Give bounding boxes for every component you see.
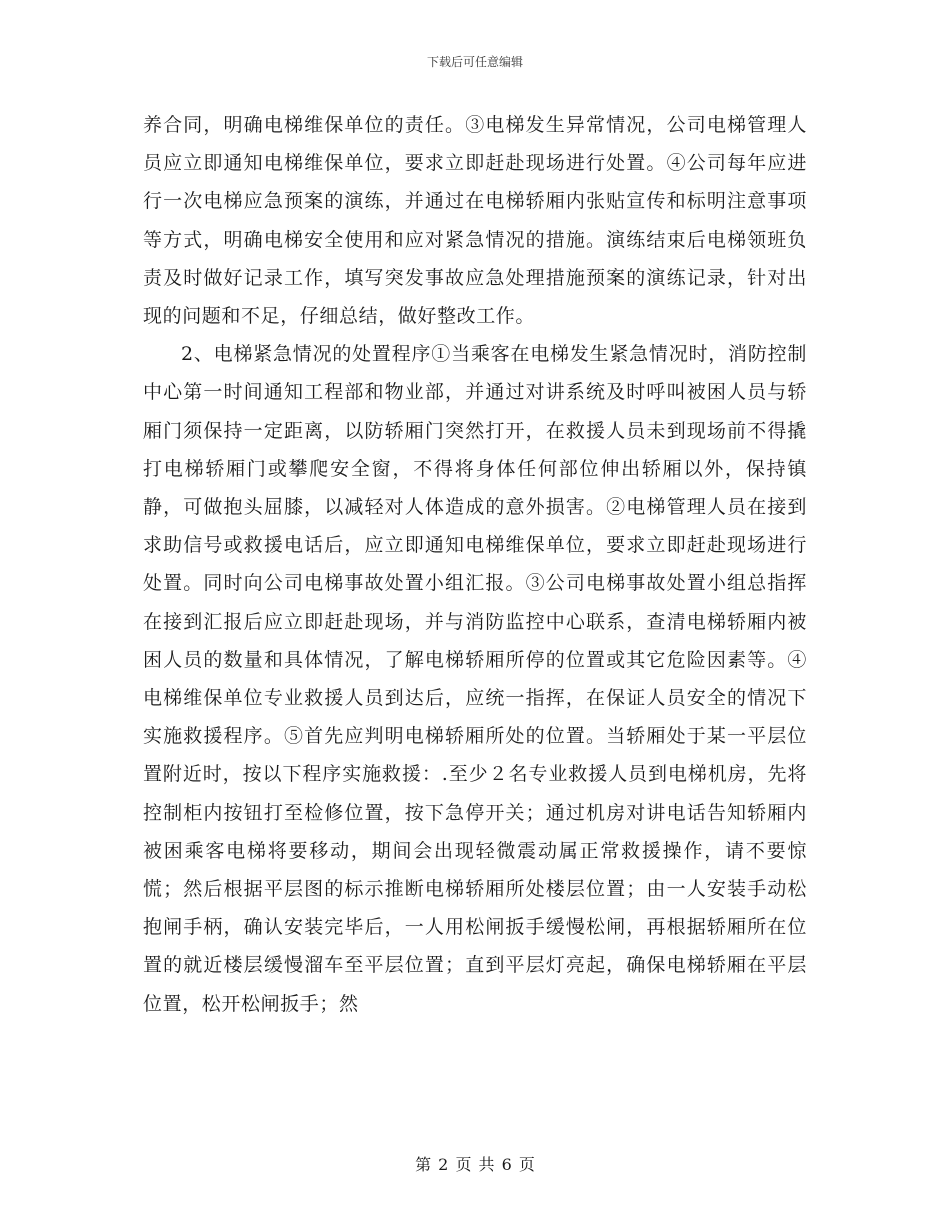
document-body [143,106,807,1023]
paragraph-emergency-procedure: 2、电梯紧急情况的处置程序①当乘客在电梯发生紧急情况时，消防控制中心第一时间通知工程部和物业部，并通过对讲系统及时呼叫被困人员与轿厢门须保持一定距离，以防轿厢门突然打开，在救援人员未到现场前不得撬打电梯轿厢门或攀爬安全窗，不得将身体任何部位伸出轿厢以外，保持镇静，可做抱头屈膝，以减轻对人体造成的意外损害。②电梯管理人员在接到求助信号或救援电话后，应立即通知电梯维保单位，要求立即赶赴现场进行处置。同时向公司电梯事故处置小组汇报。③公司电梯事故处置小组总指挥在接到汇报后应立即赶赴现场，并与消防监控中心联系，查清电梯轿厢内被困人员的数量和具体情况，了解电梯轿厢所停的位置或其它危险因素等。④电梯维保单位专业救援人员到达后，应统一指挥，在保证人员安全的情况下实施救援程序。⑤首先应判明电梯轿厢所处的位置。当轿厢处于某一平层位置附近时，按以下程序实施救援：.至少２名专业救援人员到电梯机房，先将控制柜内按钮打至检修位置，按下急停开关；通过机房对讲电话告知轿厢内被困乘客电梯将要移动，期间会出现轻微震动属正常救援操作，请不要惊慌；然后根据平层图的标示推断电梯轿厢所处楼层位置；由一人安装手动松抱闸手柄，确认安装完毕后，一人用松闸扳手缓慢松闸，再根据轿厢所在位置的就近楼层缓慢溜车至平层位置；直到平层灯亮起，确保电梯轿厢在平层位置，松开松闸扳手；然 [143,343,807,1015]
page-header-note: 下载后可任意编辑 [426,55,523,69]
paragraph-continuation: 养合同，明确电梯维保单位的责任。③电梯发生异常情况，公司电梯管理人员应立即通知电梯维保单位，要求立即赶赴现场进行处置。④公司每年应进行一次电梯应急预案的演练，并通过在电梯轿厢内张贴宣传和标明注意事项等方式，明确电梯安全使用和应对紧急情况的措施。演练结束后电梯领班负责及时做好记录工作，填写突发事故应急处理措施预案的演练记录，针对出现的问题和不足，仔细总结，做好整改工作。 [143,114,807,328]
page-number: 第 2 页 共 6 页 [415,1155,535,1174]
